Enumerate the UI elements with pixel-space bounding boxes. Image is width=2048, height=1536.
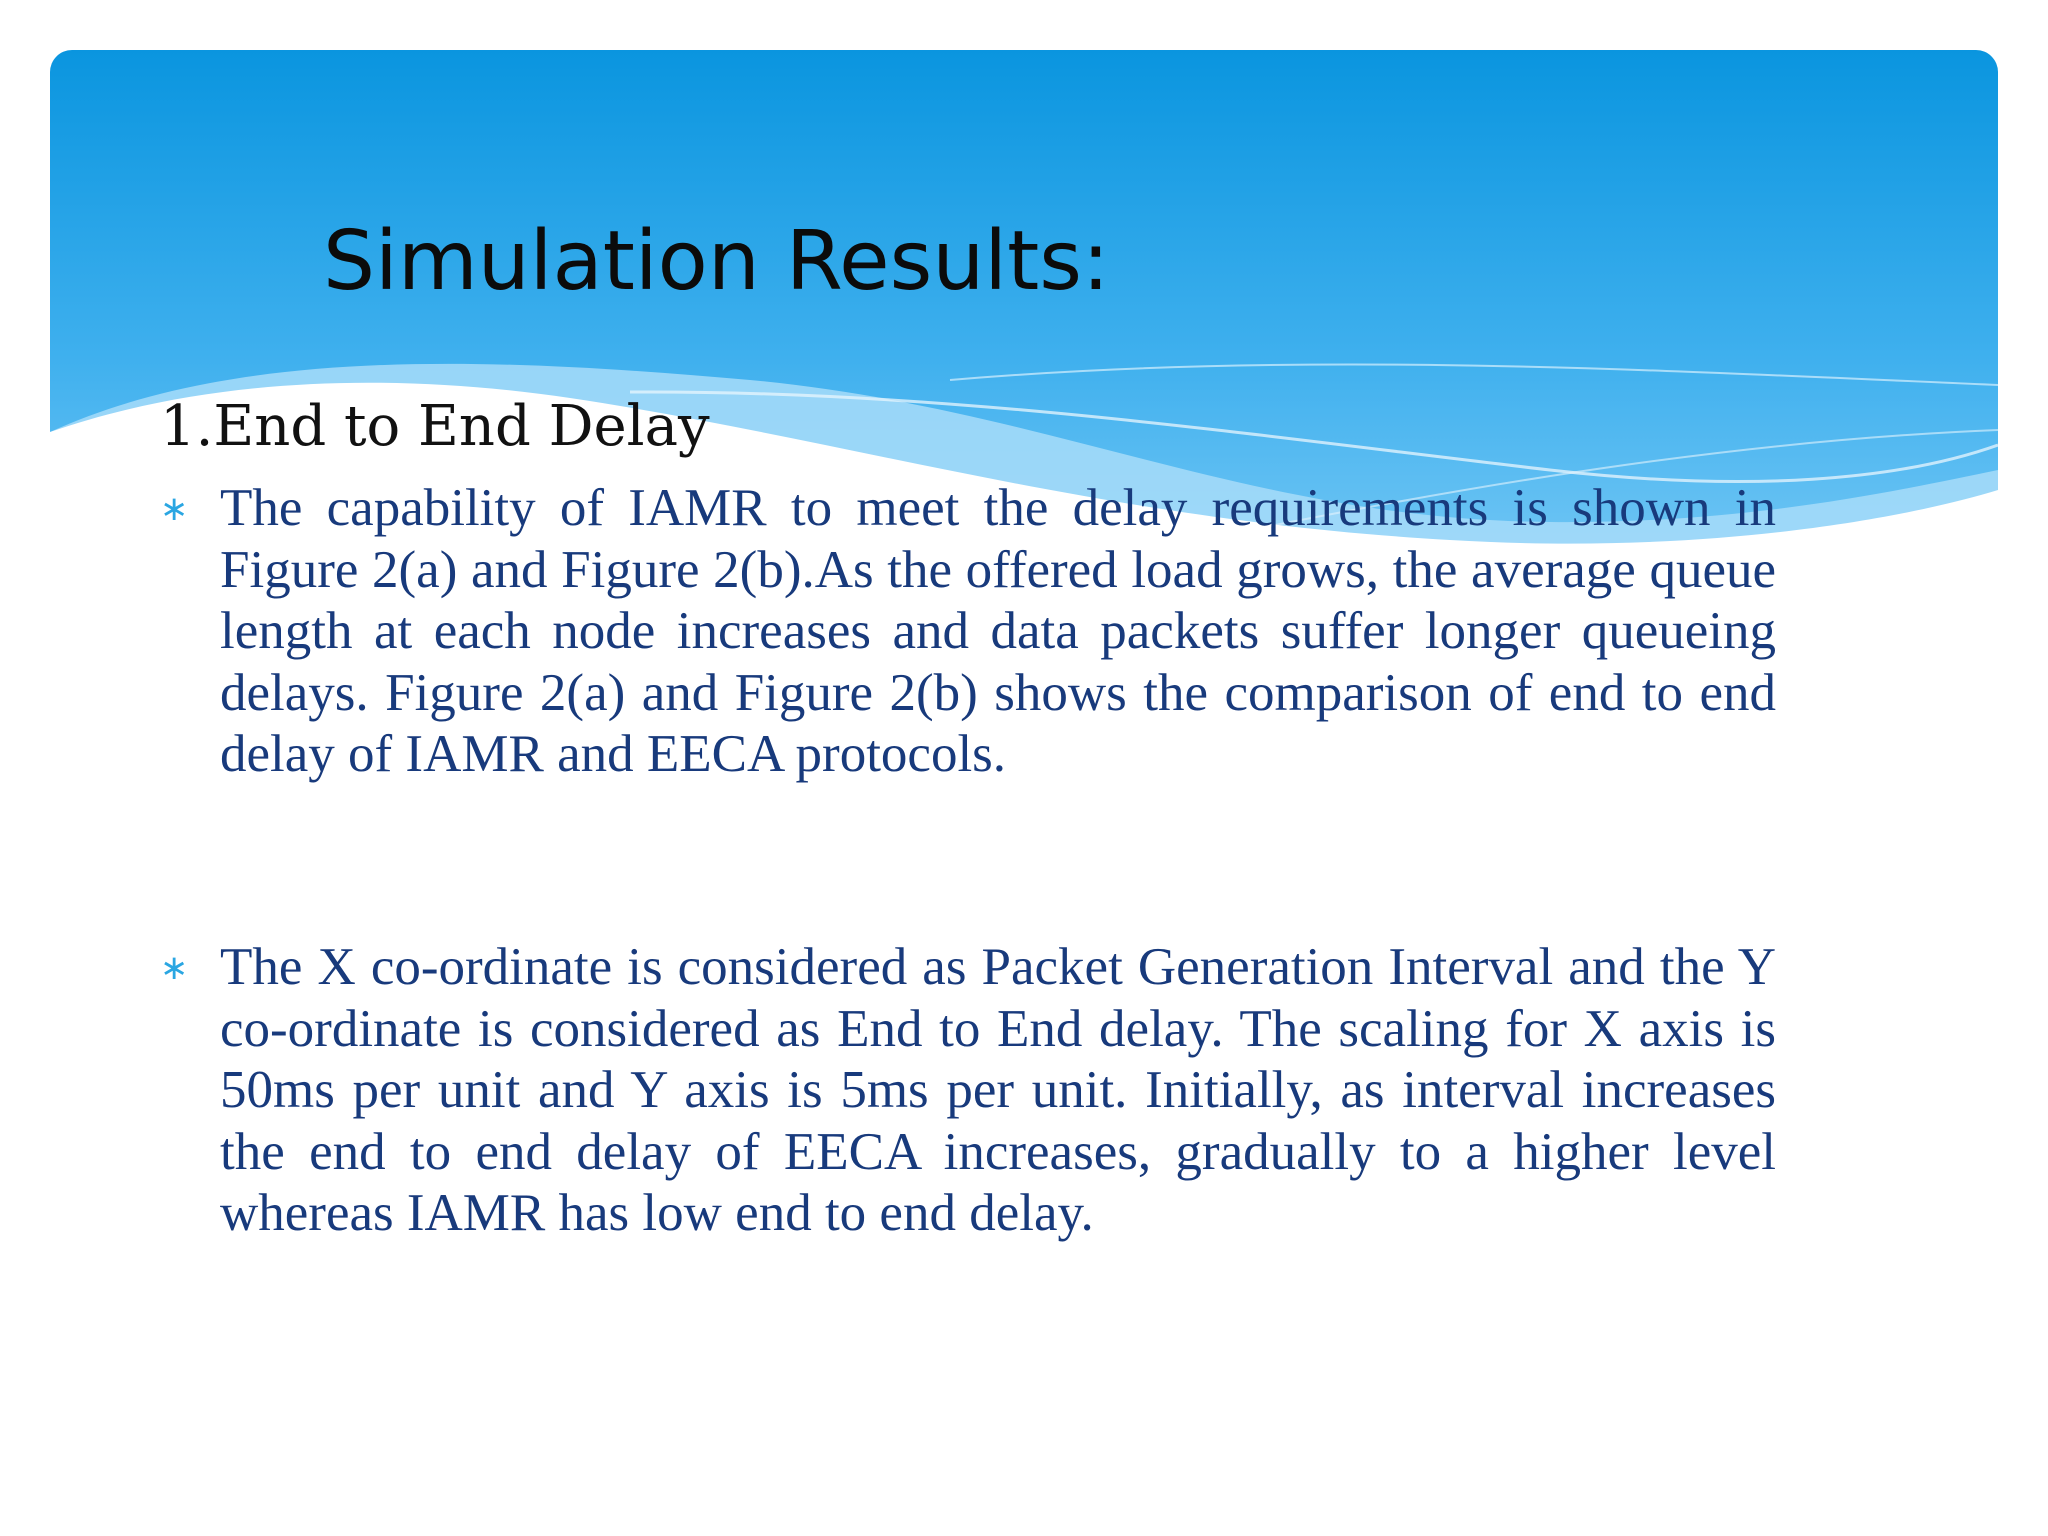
asterisk-bullet-icon: ∗ [160, 948, 189, 988]
bullet-text: The capability of IAMR to meet the delay requirements is shown in Figure 2(a) and Figure 2(b).As the offered load grows, the average queue length at each node increases and data packets suffer longer queueing delays. Figure 2(a) and Figure 2(b) shows the comparison of end to end delay of IAMR and EECA protocols. [220, 479, 1776, 783]
asterisk-bullet-icon: ∗ [160, 489, 189, 529]
section-heading: 1.End to End Delay [160, 394, 710, 459]
bullet-text: The X co-ordinate is considered as Packet Generation Interval and the Y co-ordinate is considered as End to End delay. The scaling for X axis is 50ms per unit and Y axis is 5ms per unit. Initially, as interval increases the end to end delay of EECA increases, gradually to a higher level whereas IAMR has low end to end delay. [220, 938, 1776, 1242]
slide-title: Simulation Results: [323, 214, 1110, 309]
